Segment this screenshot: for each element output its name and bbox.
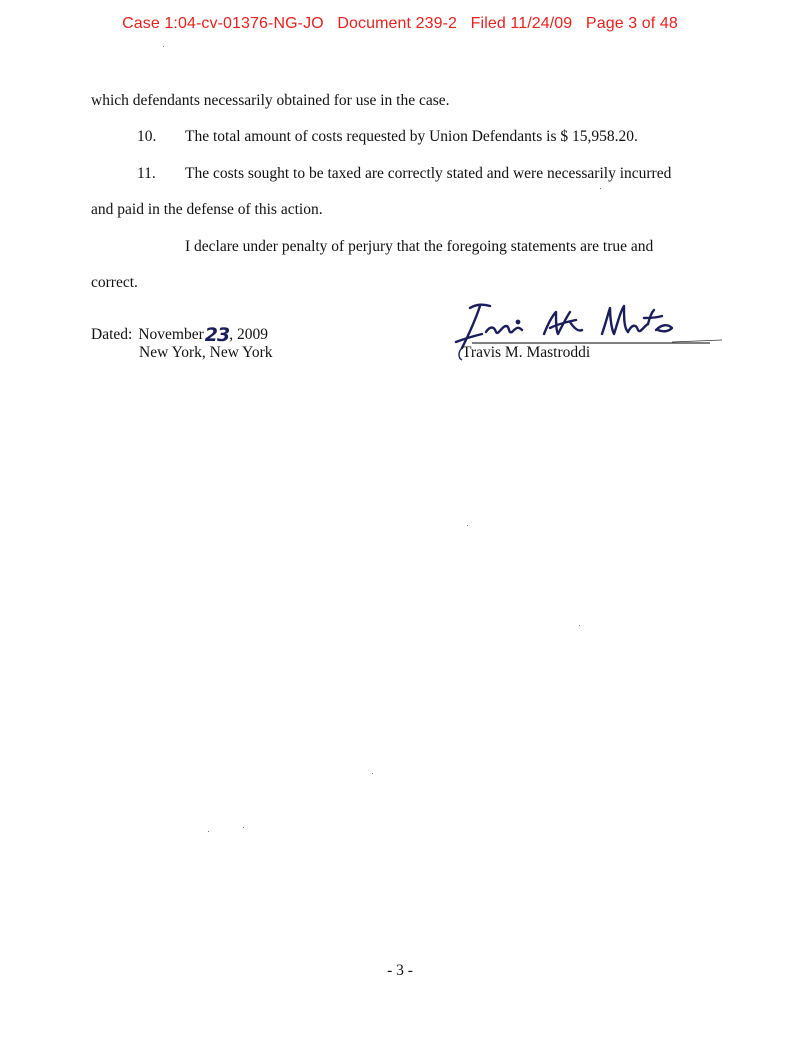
declaration-continuation: correct. [91, 274, 138, 291]
body-line-1: which defendants necessarily obtained for use in the case. [91, 92, 450, 109]
dated-label: Dated: [91, 326, 133, 343]
scan-speck [579, 625, 580, 626]
case-header: Case 1:04-cv-01376-NG-JO Document 239-2 Filed 11/24/09 Page 3 of 48 [122, 15, 678, 32]
signer-name: Travis M. Mastroddi [462, 344, 591, 361]
scan-speck [163, 46, 164, 47]
dated-block [91, 326, 273, 362]
handwritten-day: 23 [204, 324, 230, 346]
paragraph-10-number: 10. [137, 128, 157, 145]
scan-speck [467, 525, 468, 526]
paragraph-10-text: The total amount of costs requested by Union Defendants is $ 15,958.20. [185, 128, 638, 145]
page-number: - 3 - [387, 962, 413, 979]
paragraph-11-continuation: and paid in the defense of this action. [91, 201, 323, 218]
scan-speck [243, 827, 244, 828]
dated-city: New York, New York [139, 344, 273, 361]
scan-speck [208, 831, 209, 832]
dated-month: November [138, 326, 204, 343]
paragraph-11-text: The costs sought to be taxed are correctly stated and were necessarily incurred [185, 165, 672, 182]
declaration-text: I declare under penalty of perjury that the foregoing statements are true and [185, 238, 654, 255]
scan-speck [600, 188, 601, 189]
dated-year: , 2009 [229, 326, 268, 343]
paragraph-11-number: 11. [137, 165, 156, 182]
scan-speck [372, 773, 373, 774]
